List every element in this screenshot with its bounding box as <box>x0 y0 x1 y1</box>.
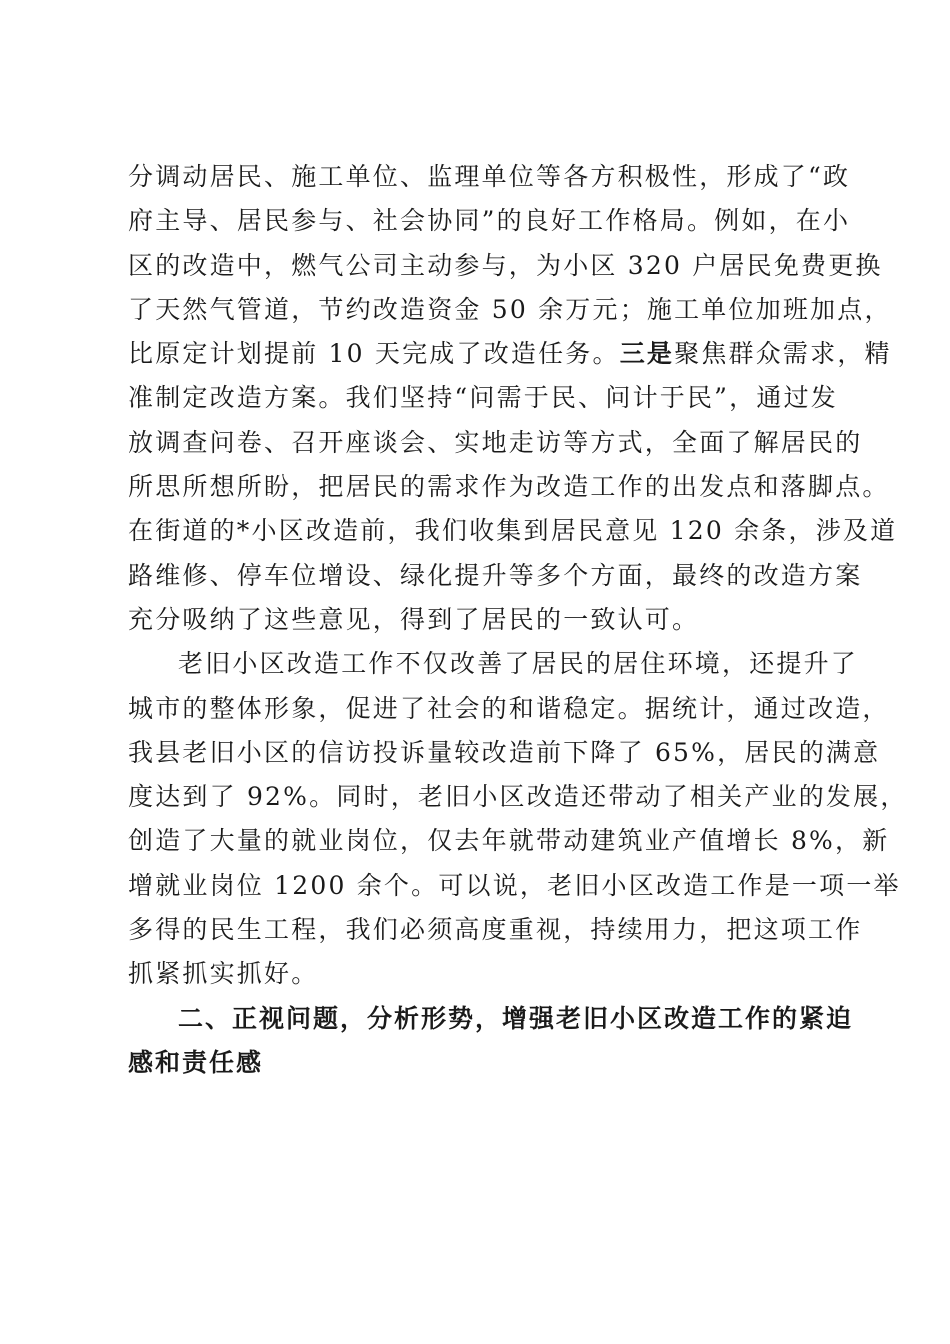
text-line: 充分吸纳了这些意见，得到了居民的一致认可。 <box>128 604 700 634</box>
heading-line: 二、正视问题，分析形势，增强老旧小区改造工作的紧迫 <box>178 1003 854 1033</box>
section-heading <box>128 997 854 1086</box>
bold-lead-in: 三是 <box>619 339 675 369</box>
text-line: 了天然气管道，节约改造资金 50 余万元；施工单位加班加点， <box>128 294 892 324</box>
text-line: 抓紧抓实抓好。 <box>128 959 319 989</box>
paragraph-1 <box>128 155 898 642</box>
text-line: 所思所想所盼，把居民的需求作为改造工作的出发点和落脚点。 <box>128 472 890 502</box>
text-line: 老旧小区改造工作不仅改善了居民的居住环境，还提升了 <box>178 649 859 679</box>
text-line: 在街道的*小区改造前，我们收集到居民意见 120 余条，涉及道 <box>128 516 898 546</box>
text-line: 多得的民生工程，我们必须高度重视，持续用力，把这项工作 <box>128 915 863 945</box>
document-page <box>128 155 908 1085</box>
text-line: 分调动居民、施工单位、监理单位等各方积极性，形成了“政 <box>128 162 851 191</box>
text-line: 区的改造中，燃气公司主动参与，为小区 320 户居民免费更换 <box>128 250 883 280</box>
text-line: 度达到了 92%。同时，老旧小区改造还带动了相关产业的发展， <box>128 782 908 812</box>
text-line <box>128 332 892 376</box>
text-line: 路维修、停车位增设、绿化提升等多个方面，最终的改造方案 <box>128 560 863 590</box>
text-line: 府主导、居民参与、社会协同”的良好工作格局。例如，在小 <box>128 206 851 236</box>
text-line: 创造了大量的就业岗位，仅去年就带动建筑业产值增长 8%，新 <box>128 826 890 856</box>
text-line: 准制定改造方案。我们坚持“问需于民、问计于民”，通过发 <box>128 383 838 413</box>
text-line: 城市的整体形象，促进了社会的和谐稳定。据统计，通过改造， <box>128 693 890 723</box>
text-line: 我县老旧小区的信访投诉量较改造前下降了 65%，居民的满意 <box>128 737 881 767</box>
paragraph-2 <box>128 642 908 996</box>
text-line: 放调查问卷、召开座谈会、实地走访等方式，全面了解居民的 <box>128 427 863 457</box>
text-run: 聚焦群众需求，精 <box>674 339 892 369</box>
text-run: 比原定计划提前 10 天完成了改造任务。 <box>128 339 620 369</box>
heading-line: 感和责任感 <box>128 1047 264 1077</box>
text-line: 增就业岗位 1200 余个。可以说，老旧小区改造工作是一项一举 <box>128 870 901 900</box>
